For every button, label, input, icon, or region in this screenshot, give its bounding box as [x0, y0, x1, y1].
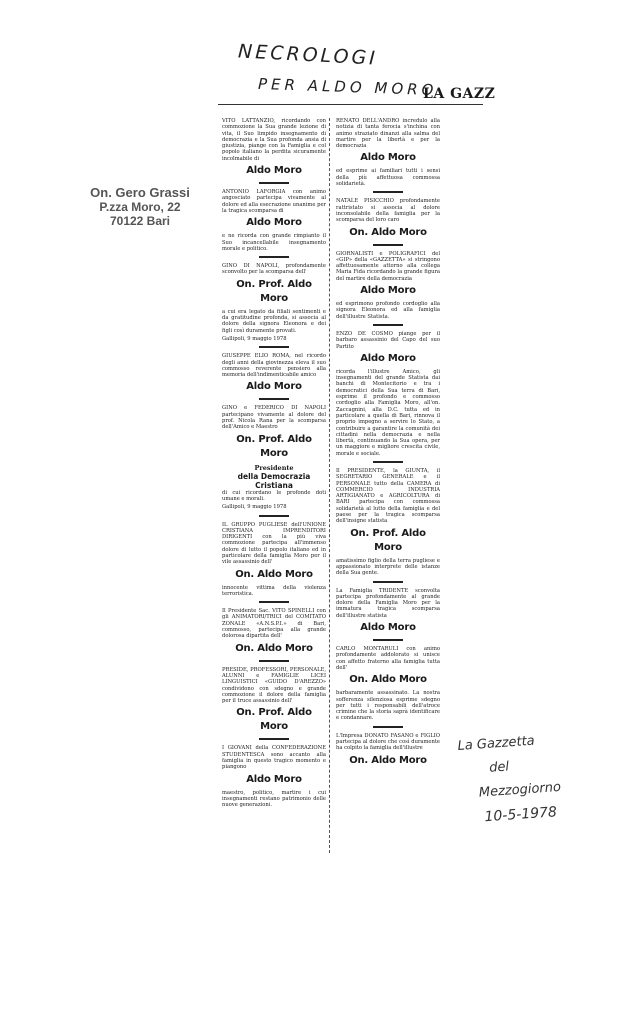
handwritten-source-note [457, 725, 603, 831]
notice-separator [259, 660, 289, 662]
notice-separator [373, 324, 403, 326]
notice-text: RENATO DELL'ANDRO incredulo alla notizia di tanta ferocia s'inchina con animo straziato dinanzi alla salma del martire per la libertà e per la democrazia [336, 118, 440, 150]
note-date: 10-5-1978 [484, 804, 558, 826]
deceased-name: On. Aldo Moro [349, 754, 427, 766]
notice-separator [373, 244, 403, 246]
sender-name: On. Gero Grassi [90, 185, 190, 200]
notice-text: La Famiglia TRIDENTE sconvolta partecipa profondamente al grande dolore della Famiglia Moro per la immatura tragica scomparsa dell'illustre statista [336, 587, 440, 619]
notice-text-after: e ne ricorda con grande rimpianto il Suo incancellabile insegnamento morale e politico. [222, 233, 326, 252]
obituary-column-right [336, 118, 440, 771]
notice-text: ENZO DE COSMO piange per il barbaro assassinio del Capo del suo Partito [336, 330, 440, 350]
obituary-notice [336, 646, 440, 728]
notice-text: IL GRUPPO PUGLIESE dell'UNIONE CRISTIANA IMPRENDITORI DIRIGENTI con la più viva commozione partecipa all'immenso dolore di lutto il popolo italiano ed in particolare della famiglia Moro per il vile assassinio dell' [222, 521, 326, 566]
obituary-notice [336, 251, 440, 326]
notice-separator [259, 182, 289, 184]
masthead-rule [218, 104, 483, 105]
notice-text-after: amatissimo figlio della terra pugliese e appassionato interprete delle istanze della Sua gente. [336, 557, 440, 577]
notice-text: GIUSEPPE ELIO ROMA, nel ricordo degli anni della giovinezza eleva il suo commosso reverente pensiero alla memoria dell'indimenticabile amico [222, 353, 326, 379]
column-divider [329, 118, 330, 853]
sender-street: P.zza Moro, 22 [99, 200, 181, 214]
obituary-notice [222, 667, 326, 741]
deceased-name: On. Prof. Aldo Moro [236, 278, 312, 304]
notice-separator [373, 581, 403, 583]
notice-text-after: ed esprime ai familiari tutti i sensi della più affettuosa commossa solidarietà. [336, 168, 440, 188]
obituary-notice [222, 353, 326, 400]
deceased-name: On. Prof. Aldo Moro [350, 527, 426, 553]
sender-stamp [80, 185, 200, 228]
deceased-name: Aldo Moro [360, 622, 416, 634]
note-line-1: La Gazzetta [457, 733, 536, 754]
deceased-party: della Democrazia Cristiana [237, 471, 311, 490]
notice-text: GINO DI NAPOLI, profondamente sconvolto per la scomparsa dell' [222, 263, 326, 276]
notice-text: I GIOVANI della CONFEDERAZIONE STUDENTESCA sono accanto alla famiglia in questo tragico momento e piangono [222, 745, 326, 771]
deceased-name: Aldo Moro [360, 352, 416, 364]
deceased-name: Aldo Moro [360, 285, 416, 297]
obituary-notice [222, 745, 326, 808]
deceased-name: On. Aldo Moro [235, 642, 313, 654]
notice-text: VITO LATTANZIO, ricordando con commozione la Sua grande lezione di vita, il Suo limpido insegnamento di democrazia e la Sua profonda ansia di giustizia, piange con la Famiglia e col popolo italiano la perdita sicuramente incolmabile di [222, 118, 326, 162]
deceased-name: On. Prof. Aldo Moro [236, 707, 312, 733]
obituary-notice [336, 588, 440, 641]
notice-text: Il PRESIDENTE, la GIUNTA, il SEGRETARIO GENERALE e il PERSONALE tutto della CAMERA di COMMERCIO INDUSTRIA ARTIGIANATO e AGRICOLTURA di BARI partecipa con commossa solidarietà al lutto della famiglia e del paese per la tragica scomparsa dell'insigne statista [336, 467, 440, 525]
deceased-title: Presidente [254, 463, 294, 472]
deceased-name: Aldo Moro [246, 217, 302, 229]
notice-text: GIORNALISTI e POLIGRAFICI del «GIP» della «GAZZETTA» si stringono affettuosamente attorno alla collega Maria Fida ricordando la grande figura del martire della democrazia [336, 250, 440, 282]
notice-separator [259, 346, 289, 348]
notice-text-after: ed esprimono profondo cordoglio alla signora Eleonora ed alla famiglia dell'illustre Statista. [336, 301, 440, 320]
deceased-name: On. Prof. Aldo Moro [236, 433, 312, 459]
handwritten-subtitle: PER ALDO MORO [257, 74, 438, 100]
notice-separator [373, 461, 403, 463]
notice-separator [373, 191, 403, 193]
deceased-name: On. Aldo Moro [349, 226, 427, 238]
notice-separator [259, 738, 289, 740]
obituary-notice [222, 608, 326, 661]
notice-text: Il Presidente Sac. VITO SPINELLI con gli ANIMATORI/TRICI del COMITATO ZONALE «A.N.S.P.I.» di Bari, commosso, partecipa alla grande dolorosa dipartita dell' [222, 608, 326, 640]
obituary-notice [222, 118, 326, 184]
notice-text-after: a cui era legato da filiali sentimenti e da gratitudine profonda, si associa al dolore della signora Eleonora e dei figli così duramente provati. [222, 308, 326, 334]
notice-text: CARLO MONTARULI con animo profondamente addolorato si unisce con affetto fraterno alla famiglia tutta dell' [336, 646, 440, 671]
notice-separator [373, 726, 403, 728]
deceased-name: Aldo Moro [246, 381, 302, 393]
note-line-2: del [488, 759, 510, 776]
obituary-notice [222, 189, 326, 258]
notice-text: NATALE PISICCHIO profondamente rattristato si associa al dolore inconsolabile della famiglia per la scomparsa del loro caro [336, 198, 440, 224]
notice-text: GINO e FEDERICO DI NAPOLI partecipano vivamente al dolore del prof. Nicola Rana per la scomparsa dell'Amico e Maestro [222, 405, 326, 431]
notice-text: PRESIDE, PROFESSORI, PERSONALE, ALUNNI e FAMIGLIE LICEI LINGUISTICI «GUIDO D'AREZZO» condividono con sdegno e grande commozione il dolore della famiglia per il truce assassinio dell' [222, 666, 326, 705]
notice-text-after: barbaramente assassinato. La nostra sofferenza silenziosa esprime sdegno per tutti i responsabili dell'atroce crimine che la storia saprà identificare e condannare. [336, 690, 440, 722]
handwritten-title: NECROLOGI [237, 40, 379, 70]
obituary-notice [336, 198, 440, 245]
notice-separator [259, 601, 289, 603]
notice-separator [259, 515, 289, 517]
notice-text-after: innocente vittima della violenza terroristica. [222, 584, 326, 597]
notice-separator [373, 639, 403, 641]
deceased-name: Aldo Moro [246, 165, 302, 177]
notice-signature: Gallipoli, 9 maggio 1978 [222, 335, 287, 342]
note-line-3: Mezzogiorno [478, 779, 562, 801]
newspaper-masthead: LA GAZZ [423, 86, 496, 102]
obituary-notice [222, 405, 326, 516]
notice-text: L'Impresa DONATO FASANO e FIGLIO partecipa al dolore che così duramente ha colpito la famiglia dell'illustre [336, 732, 440, 752]
obituary-column-left [222, 118, 326, 811]
notice-separator [259, 256, 289, 258]
notice-signature: Gallipoli, 9 maggio 1978 [222, 504, 287, 511]
deceased-name: On. Aldo Moro [349, 674, 427, 686]
obituary-notice [336, 733, 440, 768]
notice-text-after: ricorda l'illustre Amico, gli insegnamenti del grande Statista dai banchi di Montecitorio e tra i democratici della Sua terra di Bari, esprime il profondo e commosso cordoglio alla Famiglia Moro, all'on. Zaccagnini, alla D.C. tutta ed in particolare a quella di Bari, rinnova il proprio impegno a servire lo Stato, a contribuire a garantire la comunità dei cittadini nella democrazia e nella libertà, continuando la Sua opera, per un maggiore e migliore crescita civile, morale e sociale. [336, 368, 440, 457]
sender-city: 70122 Bari [109, 214, 171, 228]
notice-text-after: maestro, politico, martire i cui insegnamenti restano patrimonio delle nuove generazioni. [222, 789, 326, 809]
notice-text: ANTONIO LAFORGIA con animo angosciato partecipa vivamente al dolore ed alla esecrazione unanime per la tragica scomparsa di [222, 189, 326, 214]
notice-text-after: di cui ricordano le profonde doti umane e morali. [222, 489, 326, 502]
obituary-notice [336, 468, 440, 583]
notice-separator [259, 398, 289, 400]
obituary-notice [336, 331, 440, 463]
obituary-notice [222, 522, 326, 604]
deceased-name: On. Aldo Moro [235, 568, 313, 580]
deceased-name: Aldo Moro [360, 152, 416, 164]
obituary-notice [336, 118, 440, 193]
obituary-notice [222, 263, 326, 348]
deceased-name: Aldo Moro [246, 773, 302, 785]
